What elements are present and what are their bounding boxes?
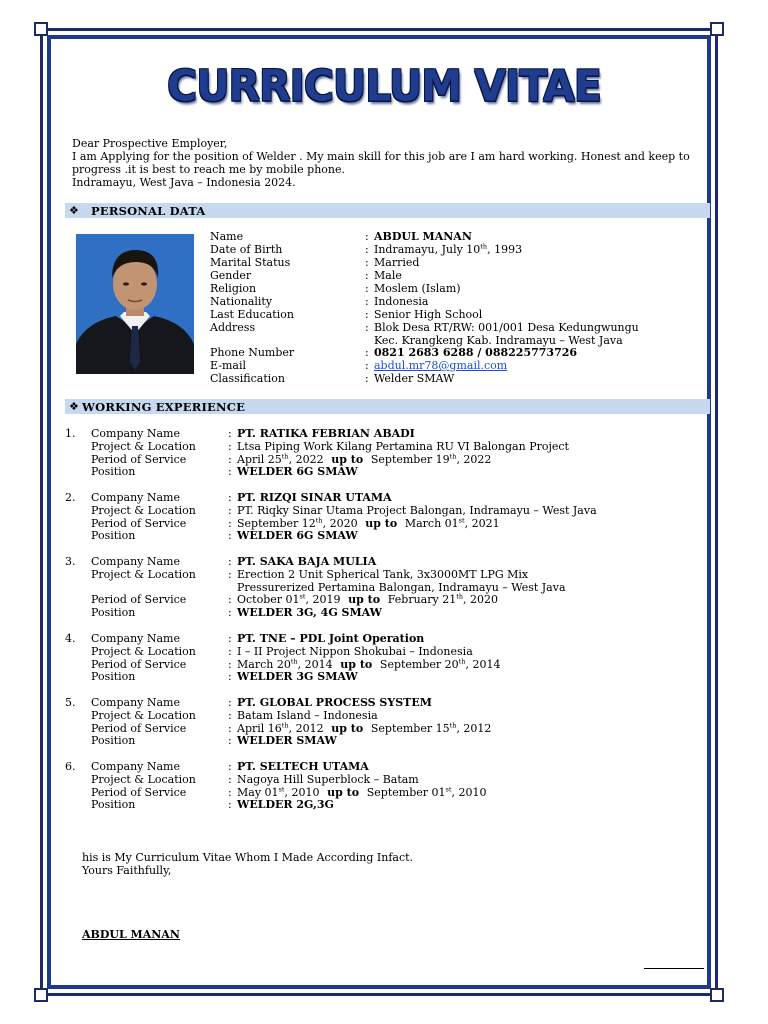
field-colon: : (228, 708, 232, 722)
field-value: Welder SMAW (374, 372, 455, 385)
field-value: Married (374, 256, 420, 269)
diamond-bullet-icon: ❖ (69, 204, 79, 217)
field-label: Company Name (91, 632, 180, 645)
field-label: Project & Location (91, 708, 196, 722)
field-colon: : (365, 359, 369, 372)
intro-line: Dear Prospective Employer, (72, 137, 228, 150)
email-link-text[interactable]: abdul.mr78@gmail.com (374, 359, 508, 372)
ordinal-suffix: st (458, 515, 465, 524)
intro-letter (72, 137, 712, 189)
field-label: Position (91, 670, 136, 684)
position: WELDER 2G,3G (237, 798, 334, 812)
field-colon: : (228, 491, 232, 504)
intro-line: I am Applying for the position of Welder . My main skill for this job are I am hard working. Honest and keep to (72, 150, 690, 163)
list-number: 4. (65, 632, 76, 645)
position: WELDER 3G SMAW (237, 670, 358, 684)
project-location: PT. Riqky Sinar Utama Project Balongan, Indramayu – West Java (237, 503, 597, 517)
up-to-text: up to (323, 721, 371, 735)
field-value: Kec. Krangkeng Kab. Indramayu – West Java (374, 334, 623, 347)
field-label: Position (91, 606, 136, 620)
field-label: Date of Birth (210, 243, 283, 256)
field-colon: : (228, 785, 232, 799)
up-to-text: up to (340, 593, 388, 607)
field-label: E-mail (210, 359, 246, 372)
field-label: Name (210, 230, 244, 243)
field-colon: : (228, 644, 232, 658)
up-to-text: up to (332, 657, 380, 671)
field-label: Period of Service (91, 657, 187, 671)
corner-ornament (710, 22, 724, 36)
field-label: Position (91, 465, 136, 479)
position: WELDER SMAW (237, 734, 337, 748)
field-colon: : (228, 503, 232, 517)
field-label: Position (91, 798, 136, 812)
field-label: Project & Location (91, 772, 196, 786)
field-colon: : (228, 606, 232, 620)
field-colon: : (228, 452, 232, 466)
field-label: Address (210, 321, 256, 334)
position: WELDER 6G SMAW (237, 465, 358, 479)
ordinal-suffix: th (449, 720, 457, 729)
field-colon: : (228, 657, 232, 671)
document-title: CURRICULUM VITAE (167, 60, 601, 112)
closing-line: Yours Faithfully, (82, 864, 172, 877)
field-colon: : (228, 465, 232, 479)
field-colon: : (365, 308, 369, 321)
email-link[interactable] (374, 360, 507, 373)
ordinal-suffix: th (458, 656, 466, 665)
up-to-text: up to (319, 785, 367, 799)
field-label: Project & Location (91, 439, 196, 453)
field-label: Company Name (91, 427, 180, 440)
field-label: Period of Service (91, 721, 187, 735)
ordinal-suffix: th (290, 656, 298, 665)
field-label: Project & Location (91, 503, 196, 517)
field-colon: : (228, 529, 232, 543)
field-value: 0821 2683 6288 / 088225773726 (374, 346, 578, 359)
field-label: Company Name (91, 491, 180, 504)
field-label: Project & Location (91, 644, 196, 658)
field-value: Indramayu, July 10th, 1993 (374, 242, 523, 256)
field-colon: : (228, 516, 232, 530)
project-location: Batam Island – Indonesia (237, 708, 378, 722)
corner-ornament (710, 988, 724, 1002)
section-header-personal (65, 203, 710, 218)
field-colon: : (228, 567, 232, 581)
intro-line: progress .it is best to reach me by mobile phone. (72, 163, 345, 176)
field-colon: : (228, 798, 232, 812)
field-colon: : (228, 439, 232, 453)
field-label: Period of Service (91, 593, 187, 607)
field-label: Position (91, 529, 136, 543)
field-colon: : (228, 670, 232, 684)
ordinal-suffix: th (281, 720, 289, 729)
project-location: Ltsa Piping Work Kilang Pertamina RU VI Balongan Project (237, 439, 569, 453)
project-location: Erection 2 Unit Spherical Tank, 3x3000MT LPG Mix (237, 567, 529, 581)
field-value: Blok Desa RT/RW: 001/001 Desa Kedungwungu (374, 321, 639, 334)
up-to-text: up to (323, 452, 371, 466)
corner-ornament (34, 988, 48, 1002)
field-colon: : (365, 269, 369, 282)
signature-line (644, 968, 704, 969)
ordinal-suffix: th (456, 592, 464, 601)
field-label: Company Name (91, 760, 180, 773)
field-label: Gender (210, 269, 252, 282)
ordinal-suffix: th (480, 242, 488, 251)
company-name: PT. SELTECH UTAMA (237, 760, 369, 773)
up-to-text: up to (357, 516, 405, 530)
period-of-service: April 25th, 2022 up to September 19th, 2022 (237, 451, 492, 466)
project-location: Nagoya Hill Superblock – Batam (237, 772, 419, 786)
field-label: Company Name (91, 555, 180, 568)
field-colon: : (365, 295, 369, 308)
field-colon: : (228, 593, 232, 607)
field-colon: : (365, 256, 369, 269)
field-colon: : (365, 230, 369, 243)
field-label: Phone Number (210, 346, 295, 359)
field-colon: : (228, 721, 232, 735)
company-name: PT. GLOBAL PROCESS SYSTEM (237, 696, 432, 709)
period-of-service: March 20th, 2014 up to September 20th, 2014 (237, 656, 501, 671)
field-label: Marital Status (210, 256, 291, 269)
field-label: Religion (210, 282, 257, 295)
period-of-service: May 01st, 2010 up to September 01st, 2010 (237, 784, 487, 799)
list-number: 2. (65, 491, 76, 504)
field-colon: : (228, 696, 232, 709)
list-number: 1. (65, 427, 76, 440)
ordinal-suffix: th (315, 515, 323, 524)
ordinal-suffix: th (281, 451, 289, 460)
field-value: Moslem (Islam) (374, 282, 461, 295)
list-number: 3. (65, 555, 76, 568)
corner-ornament (34, 22, 48, 36)
field-value: Male (374, 269, 402, 282)
field-value: Indonesia (374, 295, 429, 308)
field-label: Company Name (91, 696, 180, 709)
section-title: PERSONAL DATA (91, 204, 206, 218)
intro-line: Indramayu, West Java – Indonesia 2024. (72, 176, 296, 189)
field-colon: : (365, 282, 369, 295)
field-colon: : (228, 760, 232, 773)
field-label: Project & Location (91, 567, 196, 581)
field-label: Nationality (210, 295, 273, 308)
position: WELDER 6G SMAW (237, 529, 358, 543)
closing-line: his is My Curriculum Vitae Whom I Made According Infact. (82, 851, 414, 864)
ordinal-suffix: st (278, 784, 285, 793)
period-of-service: April 16th, 2012 up to September 15th, 2012 (237, 720, 492, 735)
field-label: Period of Service (91, 452, 187, 466)
field-colon: : (228, 772, 232, 786)
field-colon: : (228, 632, 232, 645)
profile-photo (76, 234, 194, 374)
field-value: ABDUL MANAN (374, 230, 472, 243)
project-location: I – II Project Nippon Shokubai – Indonesia (237, 644, 473, 658)
signature-name: ABDUL MANAN (82, 928, 180, 941)
profile-photo-image (76, 234, 194, 374)
ordinal-suffix: st (299, 592, 306, 601)
project-location: Pressurerized Pertamina Balongan, Indramayu – West Java (237, 580, 566, 594)
field-colon: : (228, 555, 232, 568)
field-colon: : (365, 346, 369, 359)
ordinal-suffix: th (449, 451, 457, 460)
position: WELDER 3G, 4G SMAW (237, 606, 383, 620)
ordinal-suffix: st (445, 784, 452, 793)
field-colon: : (228, 734, 232, 748)
company-name: PT. RATIKA FEBRIAN ABADI (237, 427, 415, 440)
field-colon: : (365, 243, 369, 256)
period-of-service: September 12th, 2020 up to March 01st, 2021 (237, 515, 500, 530)
company-name: PT. TNE – PDL Joint Operation (237, 632, 425, 645)
field-colon: : (365, 321, 369, 334)
diamond-bullet-icon: ❖ (69, 400, 79, 413)
field-colon: : (228, 427, 232, 440)
field-label: Period of Service (91, 785, 187, 799)
company-name: PT. SAKA BAJA MULIA (237, 555, 377, 568)
field-label: Period of Service (91, 516, 187, 530)
field-value: Senior High School (374, 308, 483, 321)
section-title: WORKING EXPERIENCE (82, 400, 246, 414)
field-label: Position (91, 734, 136, 748)
list-number: 6. (65, 760, 76, 773)
section-header-work (65, 399, 710, 414)
list-number: 5. (65, 696, 76, 709)
period-of-service: October 01st, 2019 up to February 21th, 2020 (237, 592, 499, 607)
field-colon: : (365, 372, 369, 385)
company-name: PT. RIZQI SINAR UTAMA (237, 491, 392, 504)
field-label: Last Education (210, 308, 294, 321)
field-label: Classification (210, 372, 286, 385)
